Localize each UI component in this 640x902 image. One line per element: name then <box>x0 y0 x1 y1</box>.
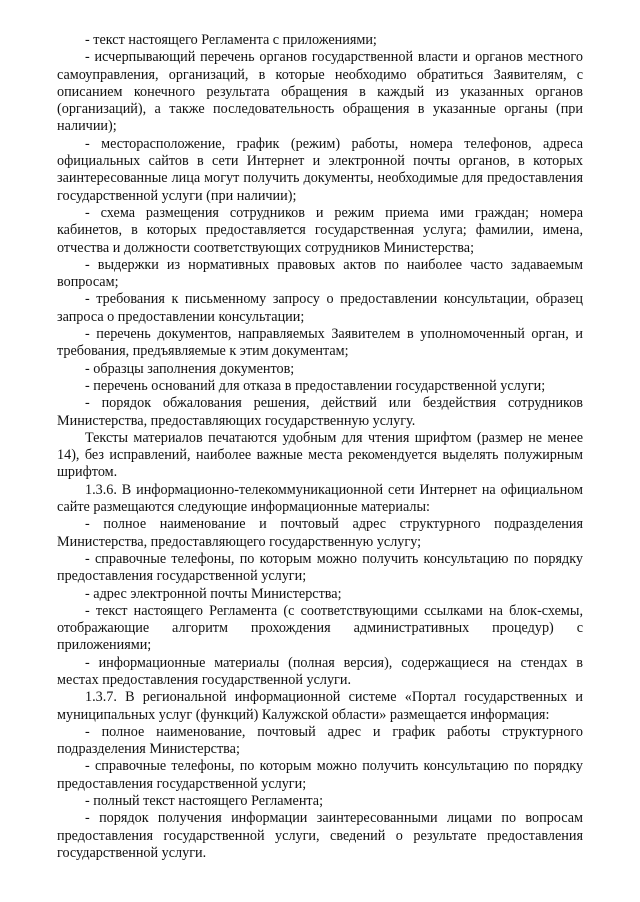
paragraph: - адрес электронной почты Министерства; <box>85 585 342 602</box>
paragraph: - требования к письменному запросу о предоставлении консультации, образец запроса о предоставлении консультации; <box>57 291 583 325</box>
paragraph: - схема размещения сотрудников и режим приема ими граждан; номера кабинетов, в которых предоставляется государственная услуга; фамилии, имена, отчества и должности соответствующих сотрудников Министерства; <box>57 204 583 256</box>
paragraph: - полный текст настоящего Регламента; <box>85 793 324 810</box>
paragraph: - выдержки из нормативных правовых актов по наиболее часто задаваемым вопросам; <box>57 256 583 291</box>
paragraph: - информационные материалы (полная версия), содержащиеся на стендах в местах предоставления государственной услуги. <box>57 654 583 688</box>
paragraph: - полное наименование, почтовый адрес и график работы структурного подразделения Министерства; <box>57 723 583 758</box>
paragraph: - порядок обжалования решения, действий или бездействия сотрудников Министерства, предоставляющих государственную услугу. <box>57 395 583 429</box>
section-paragraph-1-3-7: 1.3.7. В региональной информационной системе «Портал государственных и муниципальных услуг (функций) Калужской области» размещается информация: <box>57 689 583 723</box>
paragraph: - справочные телефоны, по которым можно получить консультацию по порядку предоставления государственной услуги; <box>57 758 583 792</box>
paragraph: - месторасположение, график (режим) работы, номера телефонов, адреса официальных сайтов в сети Интернет и электронной почты органов, в которых заинтересованные лица могут получить документы, необходимые для предоставления государственной услуги (при наличии); <box>57 135 583 204</box>
paragraph: - порядок получения информации заинтересованными лицами по вопросам предоставления государственной услуги, сведений о результате предоставления государственной услуги. <box>57 810 583 861</box>
document-body <box>57 32 583 862</box>
paragraph: - текст настоящего Регламента (с соответствующими ссылками на блок-схемы, отображающие алгоритм прохождения административных процедур) с приложениями; <box>57 602 583 654</box>
paragraph: - справочные телефоны, по которым можно получить консультацию по порядку предоставления государственной услуги; <box>57 550 583 585</box>
paragraph: - образцы заполнения документов; <box>85 360 295 377</box>
paragraph: - перечень оснований для отказа в предоставлении государственной услуги; <box>85 377 546 394</box>
paragraph: - полное наименование и почтовый адрес структурного подразделения Министерства, предоставляющего государственную услугу; <box>57 516 583 550</box>
paragraph: Тексты материалов печатаются удобным для чтения шрифтом (размер не менее 14), без исправлений, наиболее важные места рекомендуется выделять полужирным шрифтом. <box>57 429 583 481</box>
section-paragraph-1-3-6: 1.3.6. В информационно-телекоммуникационной сети Интернет на официальном сайте размещаются следующие информационные материалы: <box>57 481 583 516</box>
paragraph: - исчерпывающий перечень органов государственной власти и органов местного самоуправления, организаций, в которые необходимо обратиться Заявителям, с описанием конечного результата обращения в каждый из указанных органов (организаций), а также последовательность обращения в указанные органы (при наличии); <box>57 49 583 135</box>
paragraph: - перечень документов, направляемых Заявителем в уполномоченный орган, и требования, предъявляемые к этим документам; <box>57 326 583 360</box>
paragraph: - текст настоящего Регламента с приложениями; <box>85 32 377 48</box>
